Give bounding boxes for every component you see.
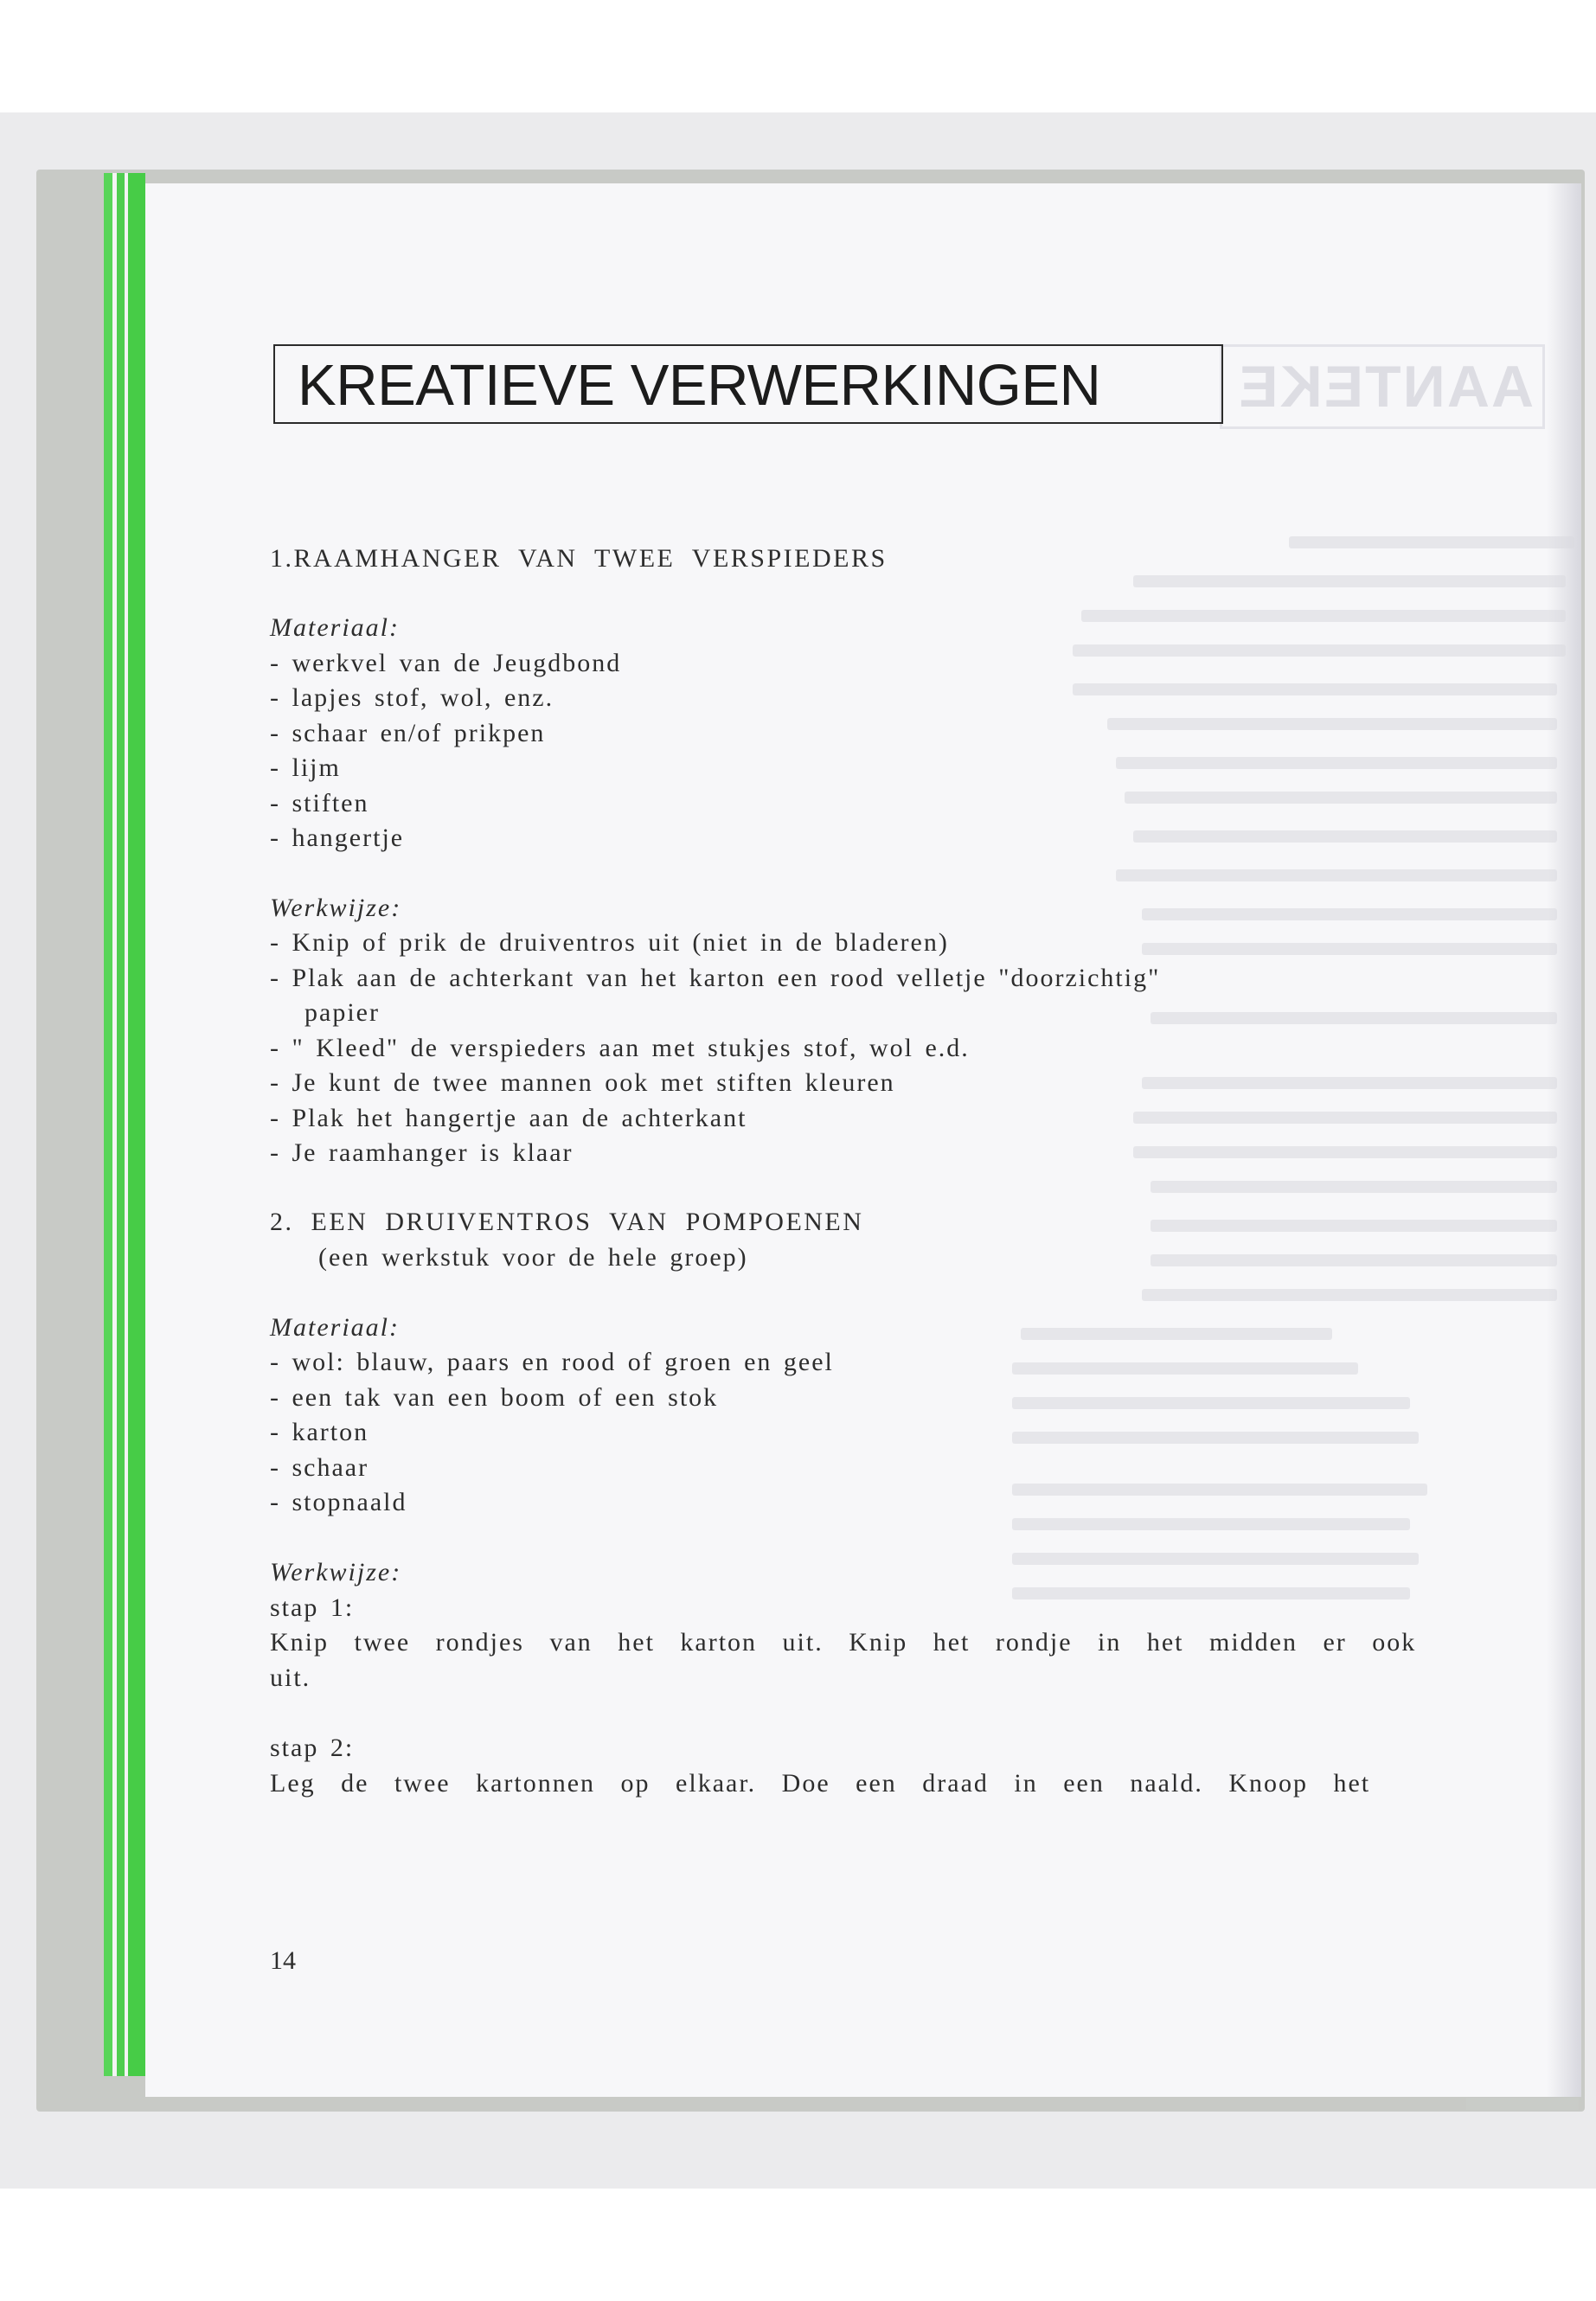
werkwijze-label: Werkwijze: xyxy=(270,1558,402,1586)
list-item: - " Kleed" de verspieders aan met stukjes stof, wol e.d. xyxy=(270,1034,970,1062)
list-item: - schaar xyxy=(270,1453,369,1482)
bleed-through-line xyxy=(1073,644,1566,657)
bleed-through-line xyxy=(1133,830,1557,843)
list-item: - lapjes stof, wol, enz. xyxy=(270,683,554,712)
bleed-through-line xyxy=(1151,1181,1557,1193)
list-item: - schaar en/of prikpen xyxy=(270,719,546,747)
materiaal-label: Materiaal: xyxy=(270,613,400,642)
page-title-box xyxy=(273,344,1223,424)
bleed-through-line xyxy=(1073,683,1557,695)
page-curl-shadow xyxy=(1547,183,1581,2097)
bleed-through-line xyxy=(1151,1012,1557,1024)
list-item: - wol: blauw, paars en rood of groen en geel xyxy=(270,1348,834,1376)
list-item: - werkvel van de Jeugdbond xyxy=(270,649,622,677)
list-item: - Plak het hangertje aan de achterkant xyxy=(270,1104,747,1132)
bleed-through-line xyxy=(1021,1328,1332,1340)
bleed-through-line xyxy=(1012,1484,1427,1496)
bleed-through-line xyxy=(1012,1362,1358,1375)
page-title: KREATIEVE VERWERKINGEN xyxy=(298,353,1101,418)
bleed-through-line xyxy=(1012,1518,1410,1530)
bleed-through-line xyxy=(1142,1289,1557,1301)
bleed-through-line xyxy=(1107,718,1557,730)
bleed-through-line xyxy=(1116,757,1557,769)
bleed-through-line xyxy=(1116,869,1557,881)
list-item: - karton xyxy=(270,1418,369,1446)
bleed-through-line xyxy=(1142,943,1557,955)
bleed-through-line xyxy=(1133,1112,1557,1124)
list-item-continuation: papier xyxy=(304,998,380,1027)
stap-2-label: stap 2: xyxy=(270,1734,355,1762)
werkwijze-label: Werkwijze: xyxy=(270,894,402,922)
bleed-through-line xyxy=(1151,1254,1557,1266)
bleed-through-line xyxy=(1012,1397,1410,1409)
bleed-through-line xyxy=(1133,1146,1557,1158)
list-item: - Je kunt de twee mannen ook met stiften kleuren xyxy=(270,1068,895,1097)
stap-2-text: Leg de twee kartonnen op elkaar. Doe een draad in een naald. Knoop het xyxy=(270,1769,1371,1798)
section-2-subheading: (een werkstuk voor de hele groep) xyxy=(318,1243,748,1272)
list-item: - lijm xyxy=(270,753,341,782)
stap-1-text: Knip twee rondjes van het karton uit. Knip het rondje in het midden er ook xyxy=(270,1628,1417,1657)
list-item: - hangertje xyxy=(270,824,405,852)
list-item: - Knip of prik de druiventros uit (niet in de bladeren) xyxy=(270,928,949,957)
green-page-edge xyxy=(128,173,145,2076)
bleed-through-line xyxy=(1142,1077,1557,1089)
bleed-through-line xyxy=(1081,610,1566,622)
list-item: - Plak aan de achterkant van het karton een rood velletje "doorzichtig" xyxy=(270,964,1161,992)
green-page-edge xyxy=(104,173,112,2076)
section-1-heading: 1.RAAMHANGER VAN TWEE VERSPIEDERS xyxy=(270,544,888,573)
bleed-through-line xyxy=(1125,792,1557,804)
bleed-through-line xyxy=(1012,1587,1410,1599)
bleed-through-line xyxy=(1012,1432,1419,1444)
list-item: - een tak van een boom of een stok xyxy=(270,1383,719,1412)
bleed-through-title: AANTEKE xyxy=(1220,344,1545,429)
page-number: 14 xyxy=(270,1946,296,1975)
stap-1-label: stap 1: xyxy=(270,1593,355,1622)
bleed-through-line xyxy=(1289,536,1574,548)
list-item: - Je raamhanger is klaar xyxy=(270,1138,574,1167)
cover-corner xyxy=(1466,2098,1579,2110)
bleed-through-line xyxy=(1142,908,1557,920)
stap-1-text-continued: uit. xyxy=(270,1663,311,1692)
green-page-edge xyxy=(117,173,125,2076)
bleed-through-line xyxy=(1151,1220,1557,1232)
list-item: - stiften xyxy=(270,789,369,817)
bleed-through-line xyxy=(1012,1553,1419,1565)
materiaal-label: Materiaal: xyxy=(270,1313,400,1342)
list-item: - stopnaald xyxy=(270,1488,407,1516)
section-2-heading: 2. EEN DRUIVENTROS VAN POMPOENEN xyxy=(270,1208,864,1236)
bleed-through-line xyxy=(1133,575,1566,587)
